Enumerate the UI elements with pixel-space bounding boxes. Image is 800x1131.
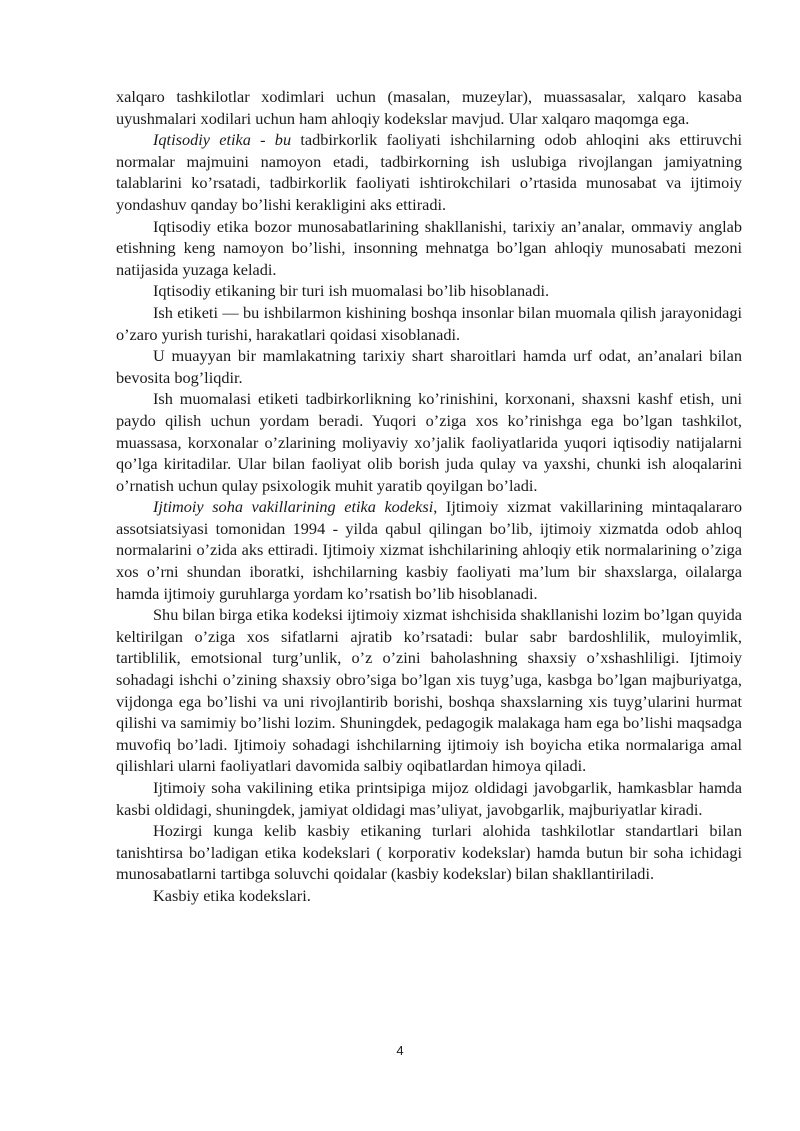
paragraph-text: xalqaro tashkilotlar xodimlari uchun (masalan, muzeylar), muassasalar, xalqaro kasaba uyushmalari xodilari uchun ham ahloqiy kodekslar mavjud. Ular xalqaro maqomga ega. (116, 87, 742, 128)
paragraph-text: Iqtisodiy etika bozor munosabatlarining shakllanishi, tarixiy an’analar, ommaviy anglab etishning keng namoyon bo’lishi, insonning mehnatga bo’lgan ahloqiy munosabati mezoni natijasida yuzaga keladi. (116, 216, 742, 279)
paragraph (116, 302, 742, 345)
term-social-ethics-code: Ijtimoiy soha vakillarining etika kodeksi (153, 497, 434, 517)
term-economic-ethics: Iqtisodiy etika - bu (153, 130, 292, 150)
paragraph-continuation (116, 86, 742, 129)
paragraph-text: , Ijtimoiy xizmat vakillarining mintaqalararo assotsiatsiyasi tomonidan 1994 - yilda qabul qilingan bo’lib, ijtimoiy xizmatda odob ahloq normalarini o’zida aks ettiradi. Ijtimoiy xizmat ishchilarining ahloqiy etik normalarining o’ziga xos o’rni shundan iboratki, ishchilarning kasbiy faoliyati ma’lum bir shaxslarga, oilalarga hamda ijtimoiy guruhlarga yordam ko’rsatish bo’lib hisoblanadi. (116, 497, 742, 603)
paragraph-social-ethics-code (116, 496, 742, 604)
paragraph (116, 604, 742, 777)
paragraph (116, 345, 742, 388)
paragraph-text: Hozirgi kunga kelib kasbiy etikaning turlari alohida tashkilotlar standartlari bilan tanishtirsa bo’ladigan etika kodekslari ( korporativ kodekslar) hamda butun bir soha ichidagi munosabatlarni tartibga soluvchi qoidalar (kasbiy kodekslar) bilan shakllantiriladi. (116, 821, 742, 884)
paragraph-text: Ish muomalasi etiketi tadbirkorlikning ko’rinishini, korxonani, shaxsni kashf etish, uni paydo qilish uchun yordam beradi. Yuqori o’ziga xos ko’rinishga ega bo’lgan tashkilot, muassasa, korxonalar o’zlarining moliyaviy xo’jalik faoliyatlarida yuqori iqtisodiy natijalarni qo’lga kiritadilar. Ular bilan faoliyat olib borish juda qulay va yaxshi, chunki ish aloqalarini o’rnatish uchun qulay psixologik muhit yaratib qoyilgan bo’ladi. (116, 389, 742, 495)
paragraph (116, 388, 742, 496)
paragraph-text: U muayyan bir mamlakatning tarixiy shart sharoitlari hamda urf odat, an’analari bilan bevosita bog’liqdir. (116, 346, 742, 387)
paragraph-text: Shu bilan birga etika kodeksi ijtimoiy xizmat ishchisida shakllanishi lozim bo’lgan quyida keltirilgan o’ziga xos sifatlarni ajratib ko’rsatadi: bular sabr bardoshlilik, muloyimlik, tartiblilik, emotsional turg’unlik, o’z o’zini baholashning shaxsiy o’xshashliligi. Ijtimoiy sohadagi ishchi o’zining shaxsiy obro’siga bo’lgan xis tuyg’uga, kasbga bo’lgan majburiyatga, vijdonga ega bo’lishi va uni rivojlantirib borishi, boshqa shaxslarning xis tuyg’ularini hurmat qilishi va samimiy bo’lishi lozim. Shuningdek, pedagogik malakaga ham ega bo’lishi maqsadga muvofiq bo’ladi. Ijtimoiy sohadagi ishchilarning ijtimoiy ish boyicha etika normalariga amal qilishlari ularni faoliyatlari davomida salbiy oqibatlardan himoya qiladi. (116, 605, 742, 776)
paragraph (116, 777, 742, 820)
paragraph-text: Ish etiketi — bu ishbilarmon kishining boshqa insonlar bilan muomala qilish jarayonidagi o’zaro yurish turishi, harakatlari qoidasi xisoblanadi. (116, 302, 742, 344)
paragraph (116, 280, 742, 302)
paragraph-text: Kasbiy etika kodekslari. (153, 885, 311, 905)
page-number: 4 (396, 1043, 404, 1058)
document-body (116, 86, 742, 907)
paragraph-economic-ethics-definition (116, 129, 742, 215)
paragraph-text: Iqtisodiy etikaning bir turi ish muomalasi bo’lib hisoblanadi. (153, 281, 550, 301)
paragraph (116, 216, 742, 281)
paragraph-text: tadbirkorlik faoliyati ishchilarning odob ahloqini aks ettiruvchi normalar majmuini namoyon etadi, tadbirkorning ish uslubiga rivojlangan jamiyatning talablarini ko’rsatadi, tadbirkorlik faoliyati ishtirokchilari o’rtasida munosabat va ijtimoiy yondashuv qanday bo’lishi kerakligini aks ettiradi. (116, 130, 743, 214)
paragraph (116, 820, 742, 885)
paragraph (116, 885, 742, 907)
paragraph-text: Ijtimoiy soha vakilining etika printsipiga mijoz oldidagi javobgarlik, hamkasblar hamda kasbi oldidagi, shuningdek, jamiyat oldidagi mas’uliyat, javobgarlik, majburiyatlar kiradi. (116, 778, 742, 819)
